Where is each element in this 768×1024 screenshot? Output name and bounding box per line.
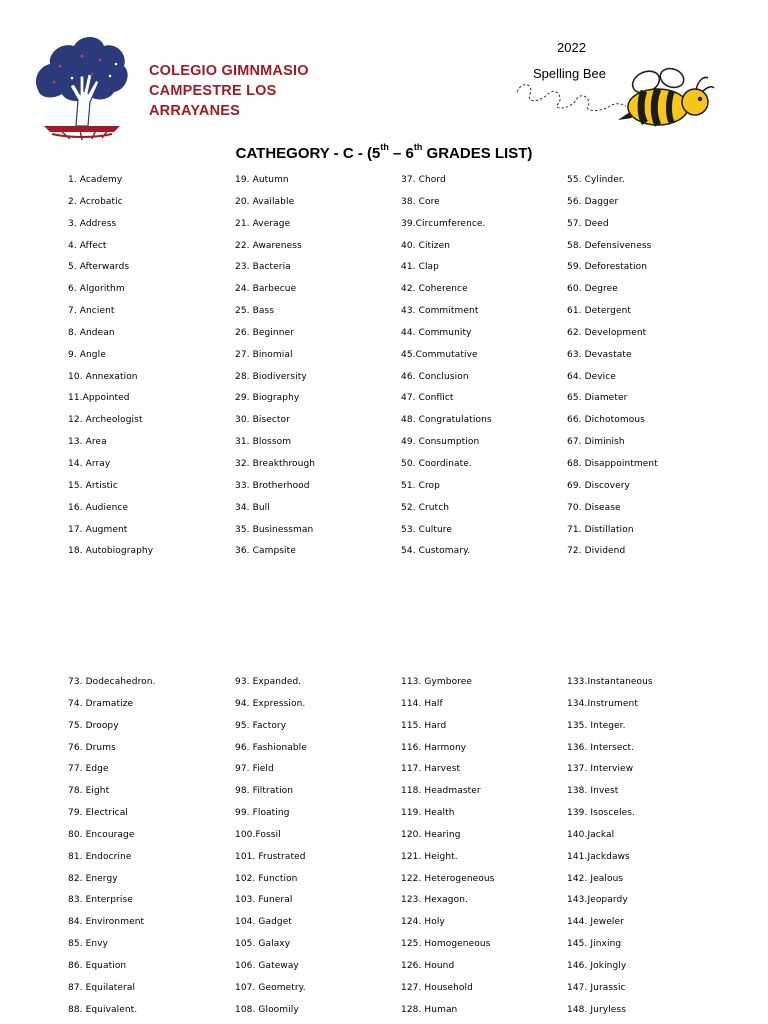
word-column <box>235 672 395 1022</box>
word-item: 147. Jurassic <box>567 982 626 993</box>
word-item: 107. Geometry. <box>235 982 306 993</box>
title-text: – 6 <box>388 145 414 162</box>
title-text: GRADES LIST) <box>422 145 533 162</box>
word-item: 138. Invest <box>567 786 619 797</box>
word-item: 148. Juryless <box>567 1004 627 1015</box>
word-column <box>567 170 727 563</box>
word-item: 145. Jinxing <box>567 939 622 950</box>
word-item: 13. Area <box>68 437 107 448</box>
word-column <box>68 170 228 563</box>
word-item: 118. Headmaster <box>401 786 481 797</box>
word-item: 96. Fashionable <box>235 742 307 753</box>
word-item: 24. Barbecue <box>235 284 297 295</box>
word-item: 17. Augment <box>68 524 128 535</box>
word-item: 51. Crop <box>401 480 440 491</box>
word-item: 56. Dagger <box>567 196 619 207</box>
word-item: 49. Consumption <box>401 437 480 448</box>
word-item: 133.Instantaneous <box>567 677 653 687</box>
word-item: 136. Intersect. <box>567 742 635 753</box>
word-item: 81. Endocrine <box>68 851 132 862</box>
word-item: 113. Gymboree <box>401 677 473 687</box>
word-item: 144. Jeweler <box>567 917 624 928</box>
school-name-line: COLEGIO GIMNMASIO <box>149 63 309 79</box>
year-label: 2022 <box>557 40 586 55</box>
word-item: 34. Bull <box>235 502 270 513</box>
word-item: 48. Congratulations <box>401 415 492 426</box>
word-item: 15. Artistic <box>68 480 118 491</box>
word-item: 104. Gadget <box>235 917 292 928</box>
word-item: 88. Equivalent. <box>68 1004 138 1015</box>
word-column <box>235 170 395 563</box>
word-item: 103. Funeral <box>235 895 293 906</box>
word-item: 7. Ancient <box>68 306 115 317</box>
word-item: 62. Development <box>567 327 647 338</box>
word-item: 47. Conflict <box>401 393 454 404</box>
word-item: 102. Function <box>235 873 298 884</box>
word-item: 93. Expanded. <box>235 677 302 687</box>
word-item: 75. Droopy <box>68 720 119 731</box>
word-item: 39.Circumference. <box>401 218 486 229</box>
word-item: 86. Equation <box>68 960 127 971</box>
word-column <box>68 672 228 1022</box>
word-item: 123. Hexagon. <box>401 895 468 906</box>
word-item: 50. Coordinate. <box>401 458 472 469</box>
word-item: 44. Community <box>401 327 472 338</box>
word-item: 38. Core <box>401 196 440 207</box>
word-item: 3. Address <box>68 218 117 229</box>
word-item: 121. Height. <box>401 851 458 862</box>
word-item: 82. Energy <box>68 873 118 884</box>
word-item: 21. Average <box>235 218 291 229</box>
word-item: 119. Health <box>401 808 455 819</box>
word-item: 64. Device <box>567 371 616 382</box>
word-item: 35. Businessman <box>235 524 314 535</box>
word-item: 67. Diminish <box>567 437 625 448</box>
word-item: 125. Homogeneous <box>401 939 491 950</box>
word-item: 101. Frustrated <box>235 851 306 862</box>
word-item: 11.Appointed <box>68 393 130 404</box>
word-item: 115. Hard <box>401 720 447 731</box>
word-item: 22. Awareness <box>235 240 302 251</box>
word-item: 87. Equilateral <box>68 982 136 993</box>
word-item: 70. Disease <box>567 502 621 513</box>
title-superscript: th <box>413 142 423 152</box>
event-label: Spelling Bee <box>533 66 606 81</box>
word-item: 28. Biodiversity <box>235 371 307 382</box>
word-item: 124. Holy <box>401 917 445 928</box>
word-item: 59. Deforestation <box>567 262 648 273</box>
word-item: 5. Afterwards <box>68 262 130 273</box>
word-item: 30. Bisector <box>235 415 290 426</box>
tree-logo-icon <box>30 30 132 140</box>
word-item: 135. Integer. <box>567 720 626 731</box>
word-item: 97. Field <box>235 764 274 775</box>
word-item: 116. Harmony <box>401 742 467 753</box>
word-item: 106. Gateway <box>235 960 299 971</box>
word-item: 127. Household <box>401 982 473 993</box>
title-superscript: th <box>380 142 389 152</box>
word-item: 9. Angle <box>68 349 106 360</box>
word-item: 77. Edge <box>68 764 109 775</box>
word-item: 8. Andean <box>68 327 115 338</box>
page-header <box>0 0 768 140</box>
title-text: CATHEGORY - C - (5 <box>235 145 381 162</box>
word-item: 68. Disappointment <box>567 458 658 469</box>
word-item: 120. Hearing <box>401 829 461 840</box>
word-item: 29. Biography <box>235 393 300 404</box>
word-item: 20. Available <box>235 196 295 207</box>
word-item: 14. Array <box>68 458 111 469</box>
page-title <box>0 142 768 162</box>
word-item: 126. Hound <box>401 960 455 971</box>
word-item: 60. Degree <box>567 284 618 295</box>
word-item: 71. Distillation <box>567 524 634 535</box>
word-item: 45.Commutative <box>401 349 478 360</box>
word-item: 143.Jeopardy <box>567 895 628 906</box>
word-item: 61. Detergent <box>567 306 632 317</box>
word-item: 122. Heterogeneous <box>401 873 495 884</box>
word-item: 12. Archeologist <box>68 415 143 426</box>
word-item: 128. Human <box>401 1004 458 1015</box>
word-item: 73. Dodecahedron. <box>68 677 156 687</box>
word-column <box>567 672 727 1022</box>
word-item: 16. Audience <box>68 502 129 513</box>
word-item: 72. Dividend <box>567 546 626 557</box>
word-item: 134.Instrument <box>567 698 638 709</box>
word-item: 94. Expression. <box>235 698 306 709</box>
word-item: 36. Campsite <box>235 546 296 557</box>
word-item: 105. Galaxy <box>235 939 291 950</box>
word-item: 83. Enterprise <box>68 895 133 906</box>
word-item: 142. Jealous <box>567 873 624 884</box>
word-item: 27. Binomial <box>235 349 293 360</box>
word-item: 23. Bacteria <box>235 262 291 273</box>
word-item: 46. Conclusion <box>401 371 469 382</box>
word-column <box>401 170 561 563</box>
word-item: 2. Acrobatic <box>68 196 123 207</box>
word-item: 37. Chord <box>401 175 446 185</box>
word-item: 31. Blossom <box>235 437 292 448</box>
word-item: 114. Half <box>401 698 443 709</box>
school-name-line: CAMPESTRE LOS <box>149 83 277 99</box>
word-item: 95. Factory <box>235 720 287 731</box>
word-item: 18. Autobiography <box>68 546 154 557</box>
word-item: 25. Bass <box>235 306 275 317</box>
word-item: 65. Diameter <box>567 393 628 404</box>
word-item: 79. Electrical <box>68 808 128 819</box>
word-item: 6. Algorithm <box>68 284 125 295</box>
word-item: 100.Fossil <box>235 829 281 840</box>
word-item: 42. Coherence <box>401 284 468 295</box>
word-item: 55. Cylinder. <box>567 175 625 185</box>
word-item: 117. Harvest <box>401 764 461 775</box>
word-item: 41. Clap <box>401 262 439 273</box>
word-item: 85. Envy <box>68 939 109 950</box>
word-item: 33. Brotherhood <box>235 480 310 491</box>
word-item: 63. Devastate <box>567 349 632 360</box>
word-item: 57. Deed <box>567 218 609 229</box>
word-column <box>401 672 561 1022</box>
word-item: 139. Isosceles. <box>567 808 636 819</box>
word-item: 108. Gloomily <box>235 1004 299 1015</box>
word-item: 32. Breakthrough <box>235 458 316 469</box>
word-item: 58. Defensiveness <box>567 240 652 251</box>
word-item: 76. Drums <box>68 742 116 753</box>
word-item: 137. Interview <box>567 764 634 775</box>
word-item: 99. Floating <box>235 808 290 819</box>
word-item: 40. Citizen <box>401 240 451 251</box>
word-item: 140.Jackal <box>567 829 615 840</box>
word-item: 141.Jackdaws <box>567 851 630 862</box>
school-name-line: ARRAYANES <box>149 103 240 119</box>
word-item: 54. Customary. <box>401 546 471 557</box>
word-item: 52. Crutch <box>401 502 450 513</box>
word-item: 26. Beginner <box>235 327 294 338</box>
word-item: 146. Jokingly <box>567 960 627 971</box>
word-item: 4. Affect <box>68 240 107 251</box>
word-item: 80. Encourage <box>68 829 135 840</box>
word-item: 66. Dichotomous <box>567 415 645 426</box>
word-item: 74. Dramatize <box>68 698 134 709</box>
word-item: 19. Autumn <box>235 175 289 185</box>
word-item: 1. Academy <box>68 175 123 185</box>
word-item: 10. Annexation <box>68 371 138 382</box>
word-item: 78. Eight <box>68 786 110 797</box>
word-item: 69. Discovery <box>567 480 630 491</box>
word-item: 98. Filtration <box>235 786 294 797</box>
word-item: 53. Culture <box>401 524 453 535</box>
word-item: 43. Commitment <box>401 306 479 317</box>
school-name <box>149 61 349 121</box>
word-item: 84. Environment <box>68 917 145 928</box>
